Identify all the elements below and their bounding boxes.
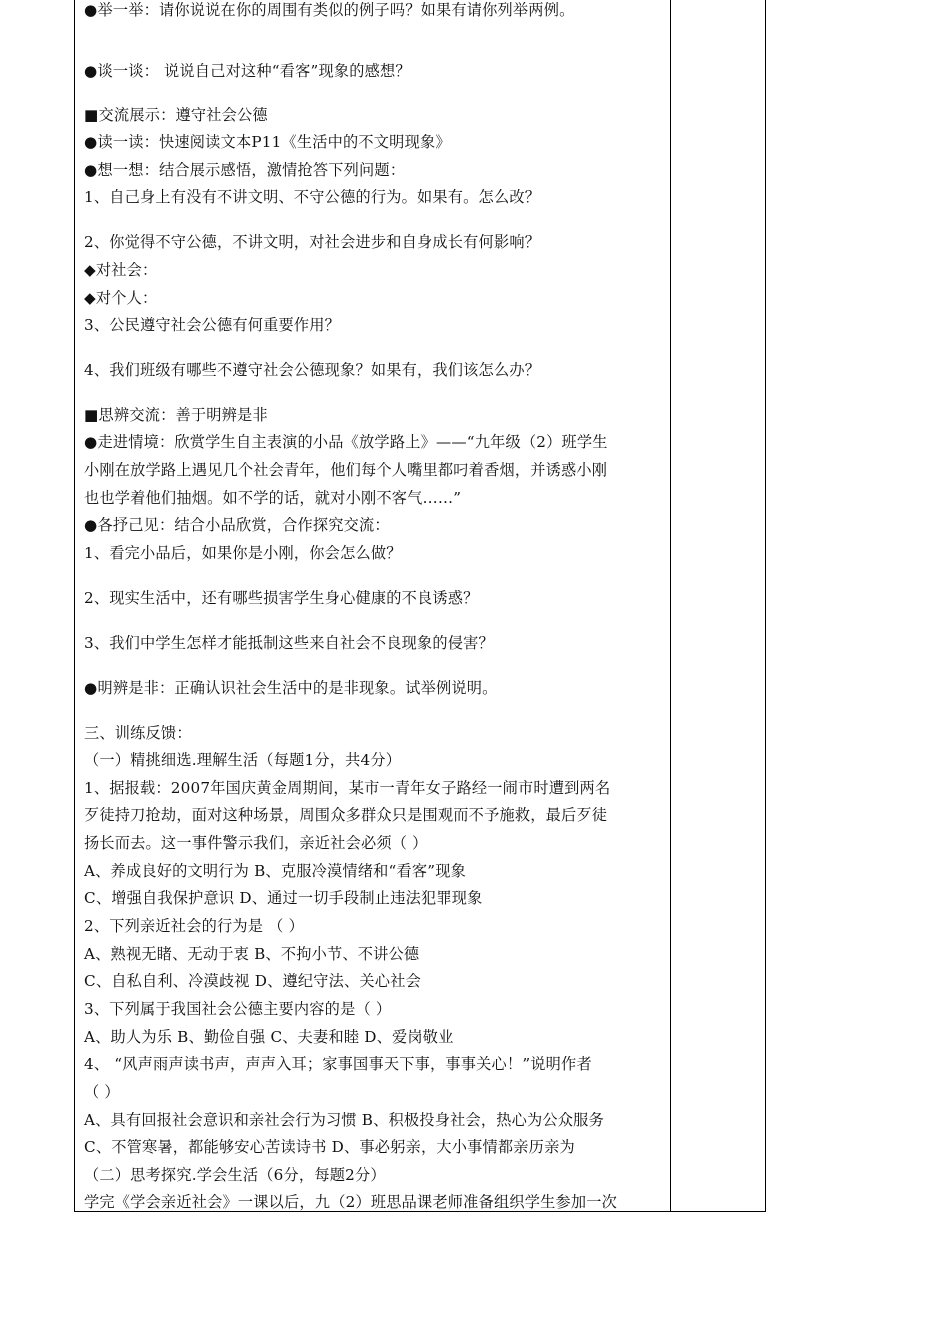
text-line: 2、你觉得不守公德，不讲文明，对社会进步和自身成长有何影响？ — [84, 233, 541, 251]
text-line: ●各抒己见：结合小品欣赏，合作探究交流： — [84, 516, 390, 534]
text-line: 学完《学会亲近社会》一课以后，九（2）班思品课老师准备组织学生参加一次 — [84, 1193, 618, 1211]
text-line: A、具有回报社会意识和亲社会行为习惯 B、积极投身社会，热心为公众服务 — [84, 1111, 604, 1129]
text-line: ●谈一谈： 说说自己对这种“看客”现象的感想？ — [84, 62, 411, 80]
text-line: 3、下列属于我国社会公德主要内容的是（ ） — [84, 1000, 392, 1018]
text-line: 也也学着他们抽烟。如不学的话，就对小刚不客气……” — [84, 489, 462, 507]
text-line: 1、自己身上有没有不讲文明、不守公德的行为。如果有。怎么改？ — [84, 188, 541, 206]
table-column-divider — [670, 0, 671, 1212]
text-line: 3、我们中学生怎样才能抵制这些来自社会不良现象的侵害？ — [84, 634, 494, 652]
text-line: （二）思考探究.学会生活（6分，每题2分） — [84, 1166, 386, 1184]
text-line: 4、 “风声雨声读书声，声声入耳；家事国事天下事，事事关心！”说明作者 — [84, 1055, 592, 1073]
text-line: ●走进情境：欣赏学生自主表演的小品《放学路上》——“九年级（2）班学生 — [84, 433, 608, 451]
text-line: 三、训练反馈： — [84, 724, 192, 742]
text-line: 3、公民遵守社会公德有何重要作用？ — [84, 316, 341, 334]
text-line: ■交流展示：遵守社会公德 — [84, 106, 268, 124]
text-line: 2、现实生活中，还有哪些损害学生身心健康的不良诱惑？ — [84, 589, 479, 607]
text-line: ●想一想：结合展示感悟，激情抢答下列问题： — [84, 161, 406, 179]
text-line: ●明辨是非：正确认识社会生活中的是非现象。试举例说明。 — [84, 679, 498, 697]
text-line: （一）精挑细选.理解生活（每题1分，共4分） — [84, 751, 402, 769]
text-line: 4、我们班级有哪些不遵守社会公德现象？如果有，我们该怎么办？ — [84, 361, 541, 379]
text-line: A、助人为乐 B、勤俭自强 C、夫妻和睦 D、爱岗敬业 — [84, 1028, 454, 1046]
text-line: A、养成良好的文明行为 B、克服冷漠情绪和“看客”现象 — [84, 862, 467, 880]
text-line: 2、下列亲近社会的行为是 （ ） — [84, 917, 304, 935]
text-line: C、增强自我保护意识 D、通过一切手段制止违法犯罪现象 — [84, 889, 483, 907]
text-line: 1、据报载：2007年国庆黄金周期间，某市一青年女子路经一闹市时遭到两名 — [84, 779, 611, 797]
text-line: 1、看完小品后，如果你是小刚，你会怎么做？ — [84, 544, 402, 562]
text-line: 歹徒持刀抢劫，面对这种场景，周围众多群众只是围观而不予施救，最后歹徒 — [84, 806, 608, 824]
text-line: 扬长而去。这一事件警示我们，亲近社会必须（ ） — [84, 834, 428, 852]
text-line: ●读一读：快速阅读文本P11《生活中的不文明现象》 — [84, 133, 451, 151]
text-line: A、熟视无睹、无动于衷 B、不拘小节、不讲公德 — [84, 945, 420, 963]
text-line: ●举一举：请你说说在你的周围有类似的例子吗？如果有请你列举两例。 — [84, 1, 575, 19]
text-line: C、不管寒暑，都能够安心苦读诗书 D、事必躬亲，大小事情都亲历亲为 — [84, 1138, 575, 1156]
text-line: ◆对社会： — [84, 261, 158, 279]
text-line: C、自私自利、冷漠歧视 D、遵纪守法、关心社会 — [84, 972, 421, 990]
text-line: ■思辨交流：善于明辨是非 — [84, 406, 268, 424]
text-line: ◆对个人： — [84, 289, 158, 307]
text-line: （ ） — [84, 1083, 120, 1101]
text-line: 小刚在放学路上遇见几个社会青年，他们每个人嘴里都叼着香烟，并诱惑小刚 — [84, 461, 608, 479]
